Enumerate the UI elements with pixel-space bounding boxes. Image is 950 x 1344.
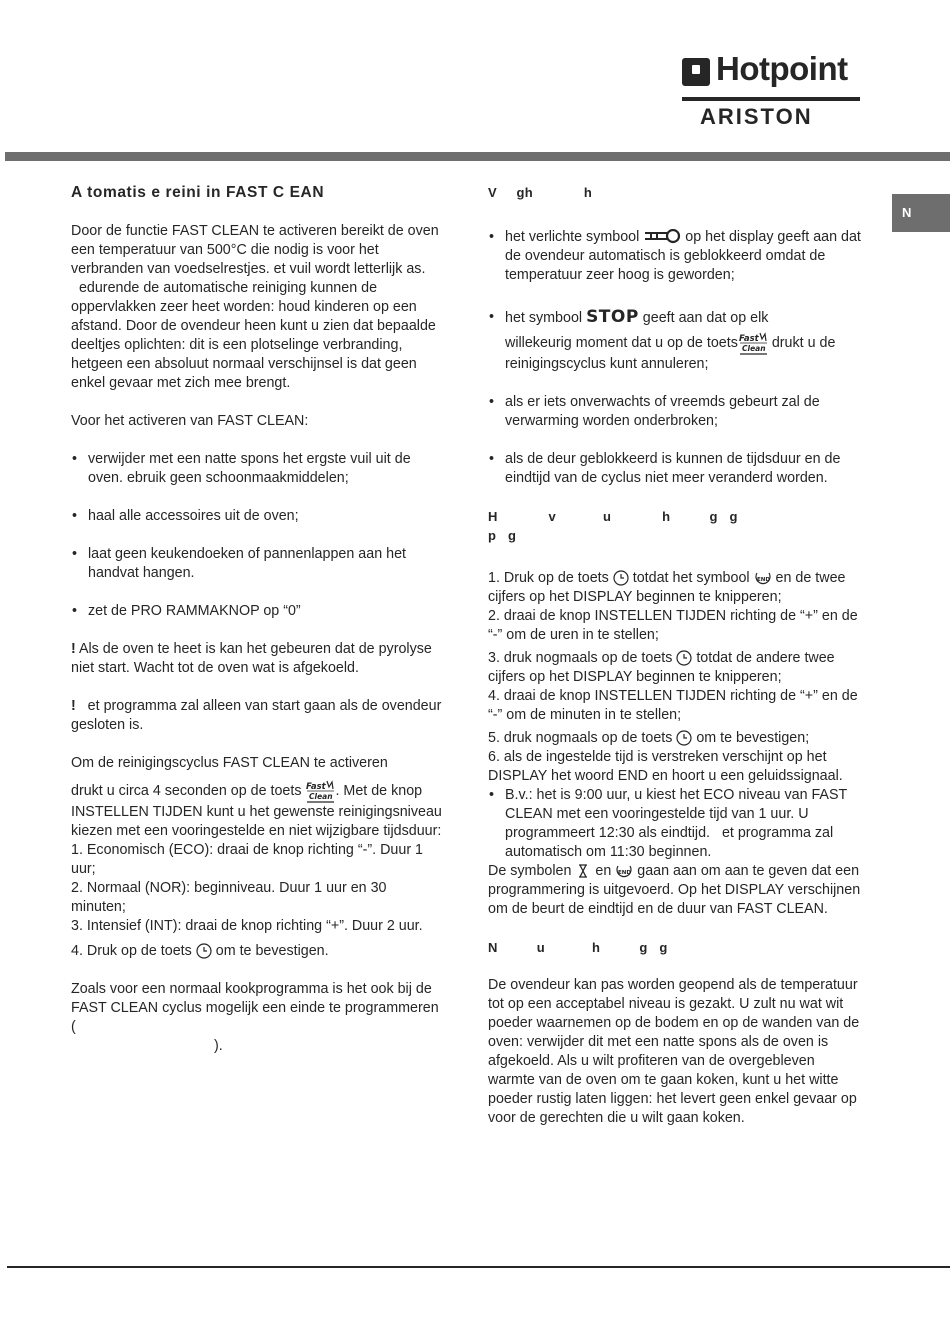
level-item: 2. Normaal (NOR): beginniveau. Duur 1 uur en 30 minuten; (71, 880, 387, 915)
fast-clean-icon-bottom: Clean (309, 792, 334, 801)
activate-text-a: drukt u circa 4 seconden op de toets (71, 782, 306, 799)
list-item: • als er iets onverwachts of vreemds gebeurt zal de verwarming worden onderbroken; (488, 393, 862, 431)
safety-paragraph: edurende de automatische reiniging kunnen de oppervlakken zeer heet worden: houd kinderen op een afstand. Door de ovendeur heen kunt u zien dat bepaalde deeltjes oplichten: dit is een plotselinge verbranding, hetgeen een absoluut normaal verschijnsel is dat geen enkel gevaar met zich mee brengt. (71, 280, 440, 391)
safety-text-b: op het display geeft aan dat de ovendeur automatisch is geblokkeerd omdat de temperatuur zeer hoog is geworden; (505, 229, 861, 283)
end-time-ref: ). (71, 1038, 223, 1054)
confirm-text-b: om te bevestigen. (211, 943, 329, 959)
confirm-step (71, 942, 443, 961)
brand-sub: ARISTON (700, 104, 813, 129)
intro-paragraph: Door de functie FAST CLEAN te activeren bereikt de oven een temperatuur van 500°C die nodig is voor het verbranden van voedselrestjes. et vuil wordt letterlijk as. (71, 223, 439, 277)
safety-text-a: het verlichte symbool (505, 229, 644, 245)
program-step (488, 729, 862, 748)
level-item: 1. Economisch (ECO): draai de knop richting “-”. Duur 1 uur; (71, 842, 423, 877)
activation-intro: Voor het activeren van FAST CLEAN: (71, 413, 309, 429)
fast-clean-icon-bottom: Clean (741, 344, 766, 354)
end-time-paragraph (71, 980, 443, 1056)
symbols-text-b: en (591, 863, 616, 880)
after-cleaning-paragraph: De ovendeur kan pas worden geopend als de temperatuur tot op een acceptabel niveau is gezakt. U zult nu wat wit poeder waarnemen op de bodem en op de wanden van de oven: verwijder dit met een natte spons als de oven is afgekoeld. Als u wilt profiteren van de overgebleven warmte van de oven om te gaan koken, kunt u het witte poeder rustig laten liggen: het levert geen enkel gevaar op voor de gerechten die u wilt gaan koken. (488, 977, 860, 1127)
program-step: 4. draai de knop INSTELLEN TIJDEN richting de “+” en de “-” om de minuten in te stellen; (488, 688, 858, 724)
footer-rule (7, 1266, 950, 1268)
warning-mark: ! (71, 641, 76, 657)
end-time-text: Zoals voor een normaal kookprogramma is het ook bij de FAST CLEAN cyclus mogelijk een einde te programmeren ( (71, 981, 443, 1035)
left-column (71, 183, 446, 1056)
warning-hot-oven (71, 640, 443, 678)
warning-mark: ! (71, 698, 76, 714)
fast-clean-icon (305, 779, 335, 803)
end-icon (754, 570, 772, 586)
brand-name: Hotpoint (716, 50, 848, 87)
confirm-text-a: 4. Druk op de toets (71, 943, 196, 959)
symbols-text-a: De symbolen (488, 863, 576, 880)
section-title-after-cleaning: N u h g g (488, 940, 668, 956)
symbols-paragraph (488, 862, 862, 919)
language-tab-label: N (902, 205, 912, 220)
key-lock-icon (643, 229, 681, 245)
section-title-fast-clean: A tomatis e reini in FAST C EAN (71, 184, 325, 201)
activate-paragraph: Om de reinigingscyclus FAST CLEAN te activeren (71, 755, 388, 771)
fast-clean-icon (738, 331, 768, 355)
logo-rule (682, 97, 860, 101)
program-step: 2. draai de knop INSTELLEN TIJDEN richting de “+” en de “-” om de uren in te stellen; (488, 608, 858, 644)
stop-text-b: geeft aan dat op elk (638, 310, 769, 326)
activate-instructions (71, 779, 443, 841)
stop-symbol: STOP (586, 307, 639, 327)
program-step (488, 569, 862, 607)
section-title-programming-2: p g (488, 528, 517, 544)
end-icon (615, 863, 633, 879)
symbols-text-c: gaan aan om aan te geven dat een programmering is uitgevoerd. Op het DISPLAY verschijnen om de beurt de eindtijd en de duur van FAST CLEAN. (488, 863, 861, 918)
end-icon-label: END (618, 870, 632, 877)
section-title-safety: V gh h (488, 185, 593, 200)
step3-text-b: totdat de andere twee cijfers op het DISPLAY beginnen te knipperen; (488, 650, 835, 686)
level-item: 3. Intensief (INT): draai de knop richting “+”. Duur 2 uur. (71, 918, 423, 934)
logo-mark-icon (682, 58, 710, 86)
end-icon-label: END (756, 577, 770, 584)
stop-text-d: drukt u de reinigingscyclus kunt annuleren; (505, 335, 836, 373)
warning-text: Als de oven te heet is kan het gebeuren dat de pyrolyse niet start. Wacht tot de oven wat is afgekoeld. (71, 641, 432, 676)
list-item: • zet de PRO RAMMAKNOP op “0” (71, 602, 443, 621)
clock-icon (613, 570, 629, 586)
clock-icon (676, 650, 692, 666)
stop-text-c: willekeurig moment dat u op de toets (505, 335, 738, 351)
list-item: • haal alle accessoires uit de oven; (71, 507, 443, 526)
step5-text-a: 5. druk nogmaals op de toets (488, 730, 677, 747)
fast-clean-icon-top: Fast (306, 782, 327, 792)
step1-text-c: en de twee cijfers op het DISPLAY beginnen te knipperen; (488, 570, 846, 606)
activate-text-b: . Met de knop INSTELLEN TIJDEN kunt u het gewenste reinigingsniveau kiezen met een vooringestelde en niet wijzigbare tijdsduur: (71, 782, 442, 839)
step3-text-a: 3. druk nogmaals op de toets (488, 650, 677, 667)
fast-clean-icon-top: Fast (738, 334, 759, 345)
header-bar (5, 152, 950, 161)
section-title-programming: H v u h g g (488, 509, 738, 525)
list-item (488, 308, 862, 374)
list-item: • laat geen keukendoeken of pannenlappen aan het handvat hangen. (71, 545, 443, 583)
step1-text-b: totdat het symbool (628, 570, 754, 587)
list-item: • als de deur geblokkeerd is kunnen de tijdsduur en de eindtijd van de cyclus niet meer veranderd worden. (488, 450, 862, 488)
language-tab (892, 194, 950, 232)
list-item (488, 228, 862, 285)
step5-text-b: om te bevestigen; (692, 730, 810, 747)
clock-icon (676, 730, 692, 746)
step1-text-a: 1. Druk op de toets (488, 570, 613, 587)
program-step: 6. als de ingestelde tijd is verstreken verschijnt op het DISPLAY het woord END en hoort u een geluidssignaal. (488, 749, 843, 785)
list-item: • verwijder met een natte spons het ergste vuil uit de oven. ebruik geen schoonmaakmiddelen; (71, 450, 443, 488)
stop-text-a: het symbool (505, 310, 587, 326)
clock-icon (196, 943, 212, 959)
warning-door-closed (71, 697, 446, 735)
brand-logo (682, 50, 862, 134)
right-column (488, 183, 862, 1147)
hourglass-icon (575, 863, 591, 879)
program-step (488, 649, 862, 687)
list-item: • B.v.: het is 9:00 uur, u kiest het ECO niveau van FAST CLEAN met een vooringestelde tijd van 1 uur. U programmeert 12:30 als eindtijd. et programma zal automatisch om 11:30 beginnen. (488, 786, 862, 862)
warning-text: et programma zal alleen van start gaan als de ovendeur gesloten is. (71, 698, 446, 733)
